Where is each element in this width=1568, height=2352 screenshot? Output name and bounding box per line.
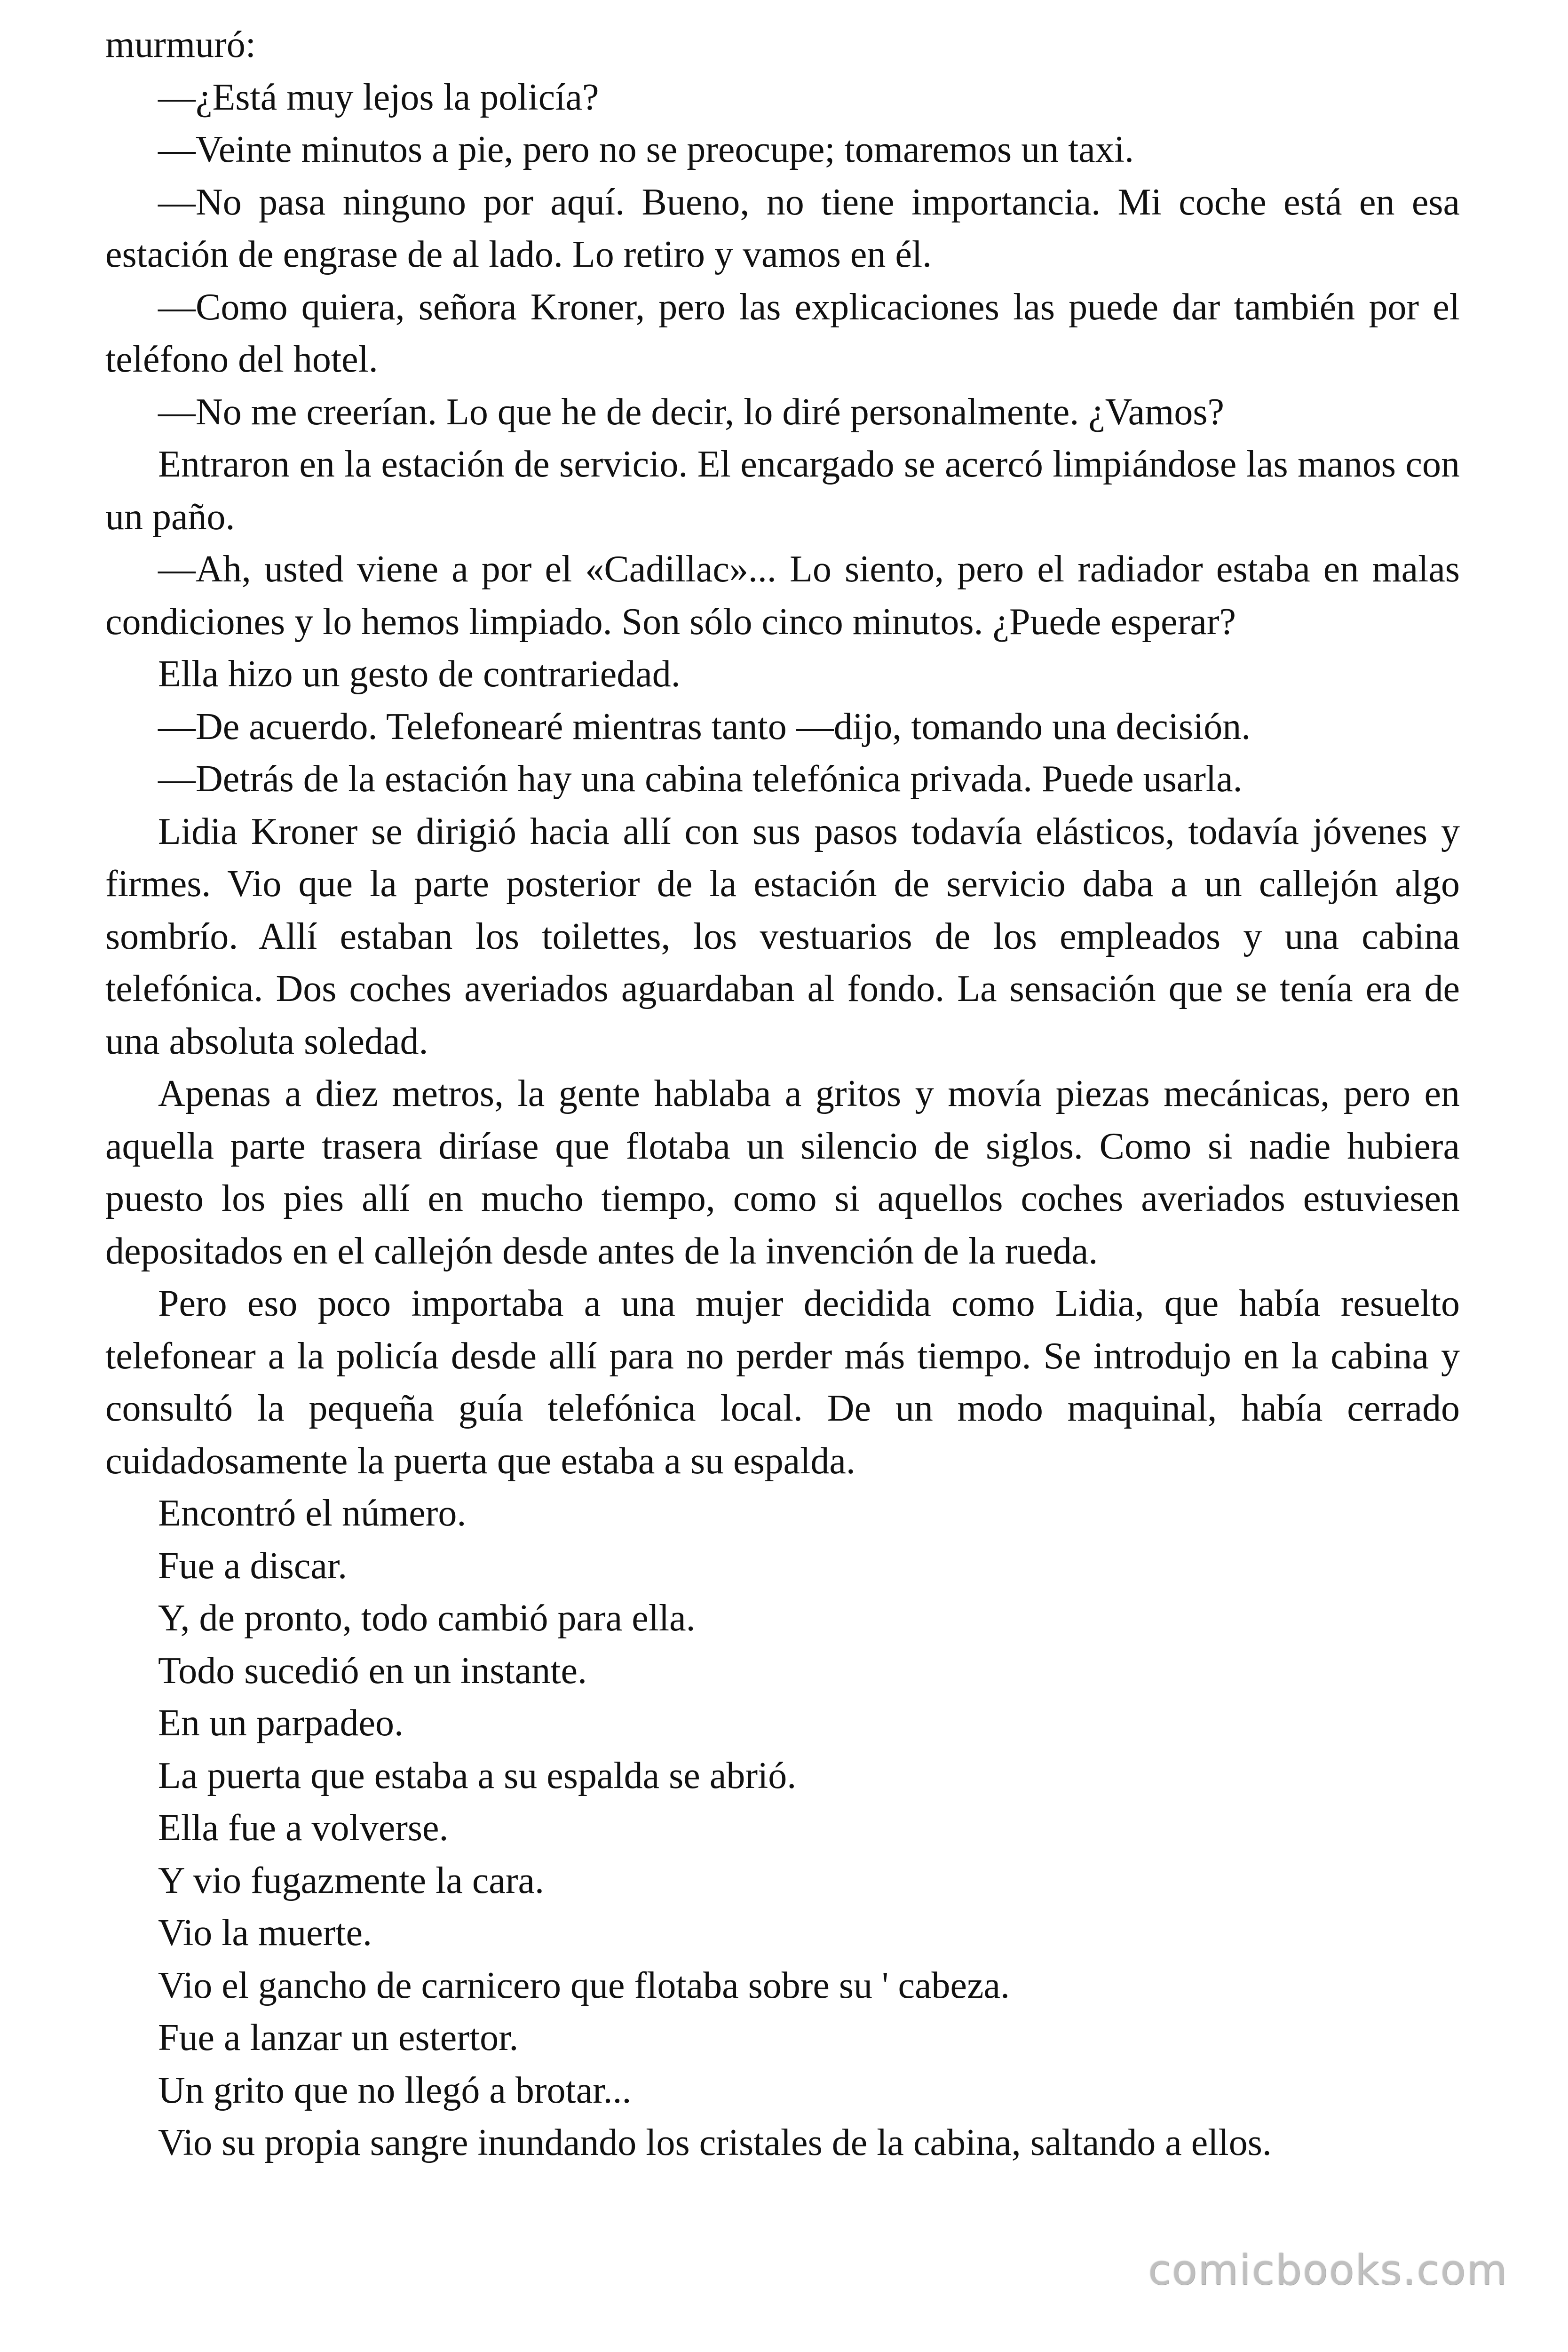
paragraph: —¿Está muy lejos la policía?	[158, 76, 599, 118]
paragraph: Encontró el número.	[158, 1493, 467, 1534]
paragraph: murmuró:	[105, 24, 256, 65]
paragraph: Vio la muerte.	[158, 1912, 372, 1954]
paragraph: —Ah, usted viene a por el «Cadillac»... Lo siento, pero el radiador estaba en malas condiciones y lo hemos limpiado. Son sólo cinco minutos. ¿Puede esperar?	[105, 548, 1460, 643]
paragraph: —Como quiera, señora Kroner, pero las explicaciones las puede dar también por el teléfono del hotel.	[105, 286, 1460, 380]
paragraph: Vio su propia sangre inundando los cristales de la cabina, saltando a ellos.	[158, 2122, 1272, 2163]
paragraph: —Detrás de la estación hay una cabina telefónica privada. Puede usarla.	[158, 758, 1243, 800]
paragraph: Vio el gancho de carnicero que flotaba sobre su ' cabeza.	[158, 1964, 1010, 2006]
paragraph: —No me creerían. Lo que he de decir, lo diré personalmente. ¿Vamos?	[158, 391, 1224, 433]
paragraph: En un parpadeo.	[158, 1702, 404, 1744]
paragraph: Y, de pronto, todo cambió para ella.	[158, 1597, 696, 1639]
paragraph: Lidia Kroner se dirigió hacia allí con sus pasos todavía elásticos, todavía jóvenes y firmes. Vio que la parte posterior de la estación de servicio daba a un callejón algo sombrío. Allí estaban los toilettes, los vestuarios de los empleados y una cabina telefónica. Dos coches averiados aguardaban al fondo. La sensación que se tenía era de una absoluta soledad.	[105, 810, 1460, 1062]
paragraph: Y vio fugazmente la cara.	[158, 1859, 545, 1901]
paragraph: —No pasa ninguno por aquí. Bueno, no tiene importancia. Mi coche está en esa estación de engrase de al lado. Lo retiro y vamos en él.	[105, 181, 1460, 275]
paragraph: Ella fue a volverse.	[158, 1807, 449, 1849]
paragraph: Un grito que no llegó a brotar...	[158, 2069, 632, 2111]
paragraph: Entraron en la estación de servicio. El encargado se acercó limpiándose las manos con un paño.	[105, 444, 1460, 538]
paragraph: —De acuerdo. Telefonearé mientras tanto —dijo, tomando una decisión.	[158, 706, 1251, 747]
paragraph: Ella hizo un gesto de contrariedad.	[158, 653, 681, 695]
paragraph: —Veinte minutos a pie, pero no se preocupe; tomaremos un taxi.	[158, 129, 1134, 170]
paragraph: Fue a lanzar un estertor.	[158, 2017, 519, 2058]
page-body-text	[105, 19, 1460, 2169]
paragraph: Fue a discar.	[158, 1545, 348, 1587]
paragraph: Todo sucedió en un instante.	[158, 1650, 587, 1692]
paragraph: Apenas a diez metros, la gente hablaba a gritos y movía piezas mecánicas, pero en aquella parte trasera diríase que flotaba un silencio de siglos. Como si nadie hubiera puesto los pies allí en mucho tiempo, como si aquellos coches averiados estuviesen depositados en el callejón desde antes de la invención de la rueda.	[105, 1073, 1460, 1272]
watermark: comicbooks.com	[1148, 2246, 1508, 2294]
paragraph: Pero eso poco importaba a una mujer decidida como Lidia, que había resuelto telefonear a la policía desde allí para no perder más tiempo. Se introdujo en la cabina y consultó la pequeña guía telefónica local. De un modo maquinal, había cerrado cuidadosamente la puerta que estaba a su espalda.	[105, 1283, 1460, 1482]
paragraph: La puerta que estaba a su espalda se abrió.	[158, 1755, 797, 1796]
